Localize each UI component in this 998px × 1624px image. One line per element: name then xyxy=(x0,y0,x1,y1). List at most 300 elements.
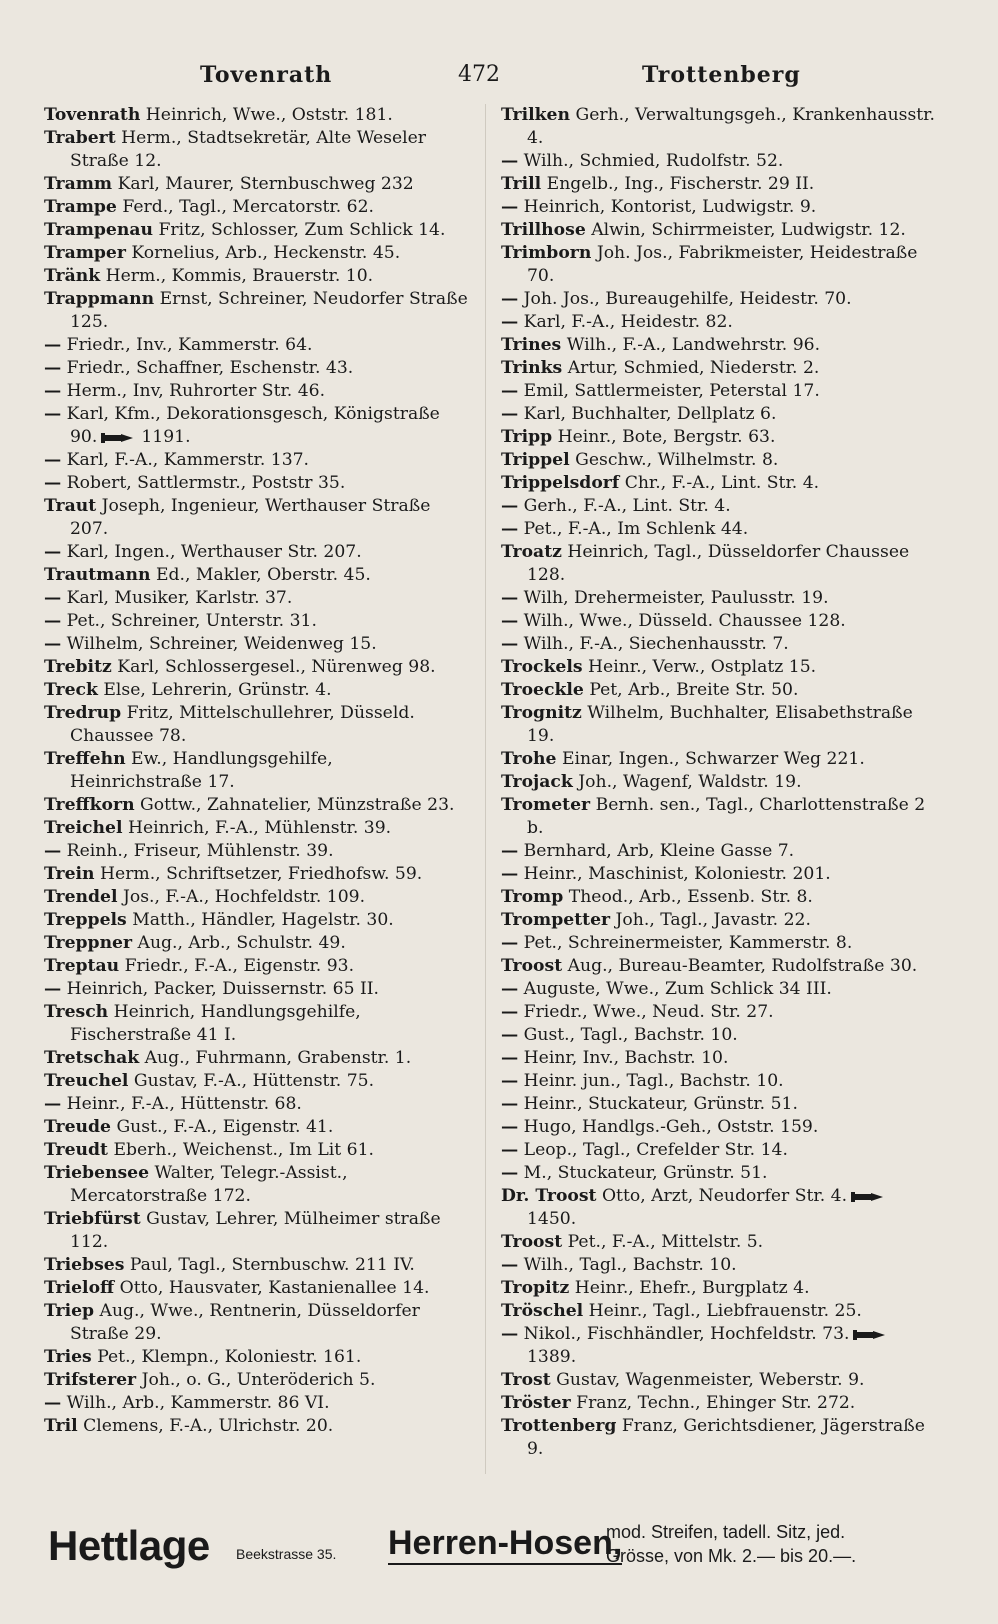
directory-entry xyxy=(501,587,937,610)
directory-entry xyxy=(44,978,470,1001)
entry-name: — xyxy=(44,1393,62,1413)
directory-entry xyxy=(501,449,937,472)
directory-entry xyxy=(44,1001,470,1047)
entry-details: Otto, Arzt, Neudorfer Str. 4. xyxy=(601,1186,848,1206)
directory-entry xyxy=(501,1277,937,1300)
entry-name: Trieloff xyxy=(44,1278,115,1298)
entry-name: Dr. Troost xyxy=(501,1186,597,1206)
entry-details: Heinrich, Kontorist, Ludwigstr. 9. xyxy=(523,197,817,217)
directory-entry xyxy=(44,1116,470,1139)
directory-entry xyxy=(501,679,937,702)
entry-name: — xyxy=(501,289,519,309)
advertisement xyxy=(40,1522,960,1584)
entry-details: Paul, Tagl., Sternbuschw. 211 IV. xyxy=(129,1255,415,1275)
entry-name: Tries xyxy=(44,1347,92,1367)
directory-entry xyxy=(501,748,937,771)
directory-entry xyxy=(44,1346,470,1369)
entry-name: — xyxy=(501,381,519,401)
directory-entry xyxy=(44,955,470,978)
directory-entry xyxy=(44,909,470,932)
entry-details: Heinr., Maschinist, Koloniestr. 201. xyxy=(523,864,831,884)
entry-details: Karl, Kfm., Dekorationsgesch, Königstraße 90. xyxy=(66,404,440,447)
directory-entry xyxy=(44,886,470,909)
entry-name: Treudt xyxy=(44,1140,108,1160)
entry-details: Aug., Fuhrmann, Grabenstr. 1. xyxy=(144,1048,412,1068)
entry-details: Karl, F.-A., Heidestr. 82. xyxy=(523,312,733,332)
entry-name: — xyxy=(44,404,62,424)
entry-name: Treffkorn xyxy=(44,795,135,815)
entry-name: Trampe xyxy=(44,197,117,217)
entry-details: Herm., Inv, Ruhrorter Str. 46. xyxy=(66,381,326,401)
entry-details: Fritz, Schlosser, Zum Schlick 14. xyxy=(158,220,446,240)
entry-details: Else, Lehrerin, Grünstr. 4. xyxy=(103,680,332,700)
entry-name: — xyxy=(501,312,519,332)
entry-details: Auguste, Wwe., Zum Schlick 34 III. xyxy=(523,979,832,999)
entry-name: — xyxy=(501,588,519,608)
right-column xyxy=(501,104,937,1461)
entry-details: Wilh., Wwe., Düsseld. Chaussee 128. xyxy=(523,611,846,631)
entry-details: Matth., Händler, Hagelstr. 30. xyxy=(132,910,394,930)
entry-name: Trognitz xyxy=(501,703,582,723)
entry-details: Pet., Klempn., Koloniestr. 161. xyxy=(97,1347,362,1367)
directory-entry xyxy=(44,840,470,863)
phone-number: 1191. xyxy=(141,427,191,447)
entry-details: Ferd., Tagl., Mercatorstr. 62. xyxy=(122,197,375,217)
entry-name: — xyxy=(501,1025,519,1045)
directory-entry xyxy=(501,794,937,840)
directory-entry xyxy=(44,863,470,886)
directory-entry xyxy=(501,863,937,886)
entry-details: Heinrich, Wwe., Oststr. 181. xyxy=(145,105,393,125)
directory-entry xyxy=(44,1070,470,1093)
entry-name: Trippel xyxy=(501,450,570,470)
directory-entry xyxy=(44,748,470,794)
directory-entry xyxy=(44,541,470,564)
entry-name: — xyxy=(44,450,62,470)
entry-details: Friedr., Wwe., Neud. Str. 27. xyxy=(523,1002,774,1022)
entry-name: Trippelsdorf xyxy=(501,473,620,493)
entry-details: Clemens, F.-A., Ulrichstr. 20. xyxy=(83,1416,334,1436)
entry-name: — xyxy=(44,542,62,562)
directory-entry xyxy=(44,1093,470,1116)
entry-name: Troost xyxy=(501,1232,563,1252)
entry-name: Tripp xyxy=(501,427,553,447)
directory-entry xyxy=(44,357,470,380)
directory-entry xyxy=(501,541,937,587)
directory-entry xyxy=(44,610,470,633)
entry-details: Ernst, Schreiner, Neudorfer Straße 125. xyxy=(70,289,468,332)
entry-details: Joh., o. G., Unteröderich 5. xyxy=(141,1370,376,1390)
telephone-icon xyxy=(851,1191,885,1203)
entry-details: Karl, Schlossergesel., Nürenweg 98. xyxy=(117,657,436,677)
directory-entry xyxy=(501,955,937,978)
directory-entry xyxy=(501,104,937,150)
entry-details: Emil, Sattlermeister, Peterstal 17. xyxy=(523,381,820,401)
entry-details: Geschw., Wilhelmstr. 8. xyxy=(575,450,779,470)
entry-details: Wilh, Drehermeister, Paulusstr. 19. xyxy=(523,588,829,608)
entry-details: Reinh., Friseur, Mühlenstr. 39. xyxy=(66,841,334,861)
directory-entry xyxy=(44,196,470,219)
entry-name: Trill xyxy=(501,174,542,194)
entry-details: Ed., Makler, Oberstr. 45. xyxy=(155,565,371,585)
entry-name: Tränk xyxy=(44,266,101,286)
directory-entry xyxy=(501,1001,937,1024)
ad-line-2: Grösse, von Mk. 2.— bis 20.—. xyxy=(606,1546,857,1566)
entry-details: Pet., Schreiner, Unterstr. 31. xyxy=(66,611,317,631)
entry-name: — xyxy=(501,1255,519,1275)
entry-name: — xyxy=(44,335,62,355)
entry-details: Joh. Jos., Fabrikmeister, Heidestraße 70. xyxy=(527,243,918,286)
entry-name: Treptau xyxy=(44,956,120,976)
directory-entry xyxy=(501,311,937,334)
entry-details: Gerh., F.-A., Lint. Str. 4. xyxy=(523,496,731,516)
entry-name: Tropitz xyxy=(501,1278,570,1298)
entry-details: Chr., F.-A., Lint. Str. 4. xyxy=(624,473,820,493)
directory-entry xyxy=(501,1323,937,1369)
entry-name: Troost xyxy=(501,956,563,976)
directory-entry xyxy=(44,265,470,288)
entry-details: Heinr., Stuckateur, Grünstr. 51. xyxy=(523,1094,798,1114)
entry-details: Theod., Arb., Essenb. Str. 8. xyxy=(568,887,813,907)
phone-number: 1450. xyxy=(527,1209,577,1229)
entry-details: Joh., Tagl., Javastr. 22. xyxy=(615,910,811,930)
entry-name: Trojack xyxy=(501,772,573,792)
entry-details: Aug., Bureau-Beamter, Rudolfstraße 30. xyxy=(567,956,918,976)
entry-details: Pet., Schreinermeister, Kammerstr. 8. xyxy=(523,933,853,953)
entry-details: Jos., F.-A., Hochfeldstr. 109. xyxy=(122,887,366,907)
directory-entry xyxy=(44,219,470,242)
entry-details: Franz, Gerichtsdiener, Jägerstraße 9. xyxy=(527,1416,925,1459)
directory-entry xyxy=(44,1415,470,1438)
entry-name: Triebensee xyxy=(44,1163,150,1183)
entry-details: Friedr., Schaffner, Eschenstr. 43. xyxy=(66,358,354,378)
left-column xyxy=(44,104,470,1438)
directory-entry xyxy=(501,288,937,311)
entry-details: Heinr., Verw., Ostplatz 15. xyxy=(588,657,817,677)
directory-entry xyxy=(501,909,937,932)
entry-name: Treuchel xyxy=(44,1071,129,1091)
directory-entry xyxy=(44,334,470,357)
entry-details: Heinr., Tagl., Liebfrauenstr. 25. xyxy=(588,1301,862,1321)
directory-entry xyxy=(44,679,470,702)
directory-entry xyxy=(44,1300,470,1346)
column-divider xyxy=(485,104,486,1474)
directory-entry xyxy=(44,633,470,656)
entry-name: Tromp xyxy=(501,887,564,907)
entry-name: Tramm xyxy=(44,174,113,194)
entry-name: Trein xyxy=(44,864,95,884)
directory-entry xyxy=(501,472,937,495)
directory-entry xyxy=(44,1369,470,1392)
entry-name: Trillhose xyxy=(501,220,586,240)
entry-name: — xyxy=(44,381,62,401)
entry-details: Nikol., Fischhändler, Hochfeldstr. 73. xyxy=(523,1324,850,1344)
entry-name: Trockels xyxy=(501,657,583,677)
entry-details: Bernhard, Arb, Kleine Gasse 7. xyxy=(523,841,795,861)
entry-name: Trimborn xyxy=(501,243,592,263)
directory-entry xyxy=(44,127,470,173)
entry-details: Gerh., Verwaltungsgeh., Krankenhausstr. 4. xyxy=(527,105,935,148)
entry-name: — xyxy=(501,634,519,654)
directory-entry xyxy=(44,1392,470,1415)
header-right-word: Trottenberg xyxy=(642,62,801,88)
entry-name: — xyxy=(44,634,62,654)
entry-name: — xyxy=(501,1048,519,1068)
directory-entry xyxy=(501,518,937,541)
entry-name: — xyxy=(44,841,62,861)
directory-entry xyxy=(44,587,470,610)
directory-entry xyxy=(44,1162,470,1208)
entry-details: Walter, Telegr.-Assist., Mercatorstraße 172. xyxy=(70,1163,348,1206)
entry-details: Pet, Arb., Breite Str. 50. xyxy=(589,680,799,700)
entry-details: Heinrich, Tagl., Düsseldorfer Chaussee 128. xyxy=(527,542,910,585)
entry-name: Trampenau xyxy=(44,220,153,240)
directory-entry xyxy=(44,449,470,472)
entry-name: — xyxy=(501,1324,519,1344)
entry-name: Trottenberg xyxy=(501,1416,617,1436)
entry-name: Trappmann xyxy=(44,289,155,309)
directory-entry xyxy=(44,932,470,955)
entry-details: Wilh., Schmied, Rudolfstr. 52. xyxy=(523,151,784,171)
entry-details: Ew., Handlungsgehilfe, Heinrichstraße 17. xyxy=(70,749,333,792)
entry-name: Treppner xyxy=(44,933,133,953)
page-header xyxy=(40,58,958,94)
entry-details: Heinrich, F.-A., Mühlenstr. 39. xyxy=(127,818,392,838)
entry-details: Hugo, Handlgs.-Geh., Oststr. 159. xyxy=(523,1117,819,1137)
entry-details: Gustav, Wagenmeister, Weberstr. 9. xyxy=(556,1370,865,1390)
directory-entry xyxy=(501,357,937,380)
entry-name: Trost xyxy=(501,1370,551,1390)
entry-name: — xyxy=(44,588,62,608)
entry-details: Gottw., Zahnatelier, Münzstraße 23. xyxy=(140,795,455,815)
ad-line-1: mod. Streifen, tadell. Sitz, jed. xyxy=(606,1522,846,1542)
directory-entry xyxy=(501,702,937,748)
directory-entry xyxy=(501,334,937,357)
entry-name: Tretschak xyxy=(44,1048,140,1068)
entry-name: — xyxy=(501,611,519,631)
entry-name: — xyxy=(501,933,519,953)
entry-name: Treffehn xyxy=(44,749,126,769)
entry-details: Franz, Techn., Ehinger Str. 272. xyxy=(576,1393,856,1413)
telephone-icon xyxy=(101,432,135,444)
entry-name: — xyxy=(44,473,62,493)
entry-details: Gust., Tagl., Bachstr. 10. xyxy=(523,1025,738,1045)
entry-name: Trabert xyxy=(44,128,116,148)
entry-name: — xyxy=(501,1117,519,1137)
entry-details: Joh. Jos., Bureaugehilfe, Heidestr. 70. xyxy=(523,289,852,309)
entry-details: Wilh., F.-A., Siechenhausstr. 7. xyxy=(523,634,789,654)
entry-details: Herm., Stadtsekretär, Alte Weseler Straße 12. xyxy=(70,128,427,171)
entry-details: Heinr. jun., Tagl., Bachstr. 10. xyxy=(523,1071,784,1091)
directory-entry xyxy=(44,794,470,817)
entry-name: — xyxy=(501,841,519,861)
entry-name: Treichel xyxy=(44,818,123,838)
entry-details: Wilh., F.-A., Landwehrstr. 96. xyxy=(566,335,821,355)
entry-name: Tril xyxy=(44,1416,78,1436)
entry-name: Tröschel xyxy=(501,1301,584,1321)
entry-name: Troatz xyxy=(501,542,562,562)
directory-entry xyxy=(501,1300,937,1323)
entry-name: Trometer xyxy=(501,795,591,815)
entry-name: Trinks xyxy=(501,358,563,378)
entry-details: Heinr., F.-A., Hüttenstr. 68. xyxy=(66,1094,302,1114)
entry-name: — xyxy=(501,404,519,424)
directory-entry xyxy=(501,150,937,173)
entry-name: Tröster xyxy=(501,1393,571,1413)
directory-entry xyxy=(44,1208,470,1254)
entry-name: Triebfürst xyxy=(44,1209,141,1229)
directory-entry xyxy=(501,771,937,794)
directory-entry xyxy=(501,656,937,679)
entry-details: M., Stuckateur, Grünstr. 51. xyxy=(523,1163,768,1183)
entry-details: Karl, Maurer, Sternbuschweg 232 xyxy=(117,174,414,194)
entry-details: Joh., Wagenf, Waldstr. 19. xyxy=(578,772,802,792)
entry-name: — xyxy=(501,519,519,539)
entry-name: Tramper xyxy=(44,243,126,263)
directory-entry xyxy=(44,403,470,449)
directory-entry xyxy=(44,817,470,840)
entry-name: — xyxy=(501,1002,519,1022)
entry-details: Bernh. sen., Tagl., Charlottenstraße 2 b. xyxy=(527,795,926,838)
entry-details: Pet., F.-A., Im Schlenk 44. xyxy=(523,519,749,539)
entry-details: Wilh., Tagl., Bachstr. 10. xyxy=(523,1255,737,1275)
page-number: 472 xyxy=(458,62,500,87)
entry-name: — xyxy=(44,1094,62,1114)
entry-name: Tovenrath xyxy=(44,105,141,125)
entry-details: Joseph, Ingenieur, Werthauser Straße 207. xyxy=(70,496,431,539)
directory-entry xyxy=(501,173,937,196)
entry-name: — xyxy=(501,151,519,171)
directory-entry xyxy=(501,1415,937,1461)
entry-name: — xyxy=(501,197,519,217)
directory-entry xyxy=(501,1392,937,1415)
entry-name: Traut xyxy=(44,496,97,516)
directory-entry xyxy=(501,1093,937,1116)
entry-name: — xyxy=(501,979,519,999)
directory-entry xyxy=(501,610,937,633)
entry-details: Fritz, Mittelschullehrer, Düsseld. Chaussee 78. xyxy=(70,703,415,746)
entry-details: Gust., F.-A., Eigenstr. 41. xyxy=(116,1117,334,1137)
directory-entry xyxy=(44,1139,470,1162)
directory-entry xyxy=(501,1047,937,1070)
directory-entry xyxy=(501,932,937,955)
directory-entry xyxy=(501,978,937,1001)
entry-name: — xyxy=(501,864,519,884)
entry-details: Robert, Sattlermstr., Poststr 35. xyxy=(66,473,346,493)
ad-brand: Hettlage xyxy=(48,1522,210,1569)
directory-entry xyxy=(501,1139,937,1162)
directory-entry xyxy=(501,403,937,426)
entry-name: Troeckle xyxy=(501,680,584,700)
phone-number: 1389. xyxy=(527,1347,577,1367)
entry-name: — xyxy=(501,1071,519,1091)
entry-details: Aug., Arb., Schulstr. 49. xyxy=(137,933,346,953)
directory-entry xyxy=(501,1162,937,1185)
directory-entry xyxy=(501,1070,937,1093)
entry-name: Trohe xyxy=(501,749,557,769)
directory-entry xyxy=(501,196,937,219)
directory-entry xyxy=(44,702,470,748)
entry-details: Otto, Hausvater, Kastanienallee 14. xyxy=(119,1278,430,1298)
directory-entry xyxy=(44,104,470,127)
entry-name: — xyxy=(44,979,62,999)
directory-entry xyxy=(44,242,470,265)
entry-name: — xyxy=(501,1094,519,1114)
entry-details: Heinr, Inv., Bachstr. 10. xyxy=(523,1048,729,1068)
directory-entry xyxy=(44,564,470,587)
directory-entry xyxy=(501,886,937,909)
entry-details: Wilh., Arb., Kammerstr. 86 VI. xyxy=(66,1393,330,1413)
directory-entry xyxy=(501,380,937,403)
directory-entry xyxy=(501,1369,937,1392)
entry-name: Treppels xyxy=(44,910,127,930)
telephone-icon xyxy=(853,1329,887,1341)
entry-details: Artur, Schmied, Niederstr. 2. xyxy=(567,358,820,378)
directory-entry xyxy=(501,426,937,449)
directory-entry xyxy=(501,1254,937,1277)
entry-name: — xyxy=(44,358,62,378)
entry-details: Heinrich, Packer, Duissernstr. 65 II. xyxy=(66,979,380,999)
entry-name: Trilken xyxy=(501,105,570,125)
entry-details: Leop., Tagl., Crefelder Str. 14. xyxy=(523,1140,788,1160)
directory-entry xyxy=(501,1024,937,1047)
directory-entry xyxy=(44,380,470,403)
directory-entry xyxy=(501,1231,937,1254)
directory-entry xyxy=(501,1185,937,1231)
entry-name: Trautmann xyxy=(44,565,151,585)
entry-name: Triebses xyxy=(44,1255,125,1275)
directory-entry xyxy=(501,1116,937,1139)
directory-entry xyxy=(501,633,937,656)
entry-name: — xyxy=(501,1163,519,1183)
ad-product: Herren-Hosen, xyxy=(388,1524,622,1565)
entry-name: Triep xyxy=(44,1301,95,1321)
entry-details: Friedr., F.-A., Eigenstr. 93. xyxy=(124,956,355,976)
entry-details: Einar, Ingen., Schwarzer Weg 221. xyxy=(561,749,865,769)
entry-name: Trendel xyxy=(44,887,118,907)
entry-name: Treck xyxy=(44,680,98,700)
directory-entry xyxy=(44,1254,470,1277)
entry-name: Trines xyxy=(501,335,562,355)
directory-entry xyxy=(501,495,937,518)
entry-details: Heinr., Ehefr., Burgplatz 4. xyxy=(574,1278,810,1298)
entry-details: Karl, Ingen., Werthauser Str. 207. xyxy=(66,542,362,562)
directory-entry xyxy=(44,1277,470,1300)
directory-entry xyxy=(44,1047,470,1070)
directory-entry xyxy=(501,219,937,242)
entry-details: Alwin, Schirrmeister, Ludwigstr. 12. xyxy=(591,220,906,240)
entry-details: Friedr., Inv., Kammerstr. 64. xyxy=(66,335,313,355)
entry-name: Trebitz xyxy=(44,657,112,677)
directory-entry xyxy=(501,242,937,288)
directory-entry xyxy=(44,472,470,495)
entry-details: Karl, Buchhalter, Dellplatz 6. xyxy=(523,404,777,424)
directory-entry xyxy=(44,288,470,334)
entry-name: — xyxy=(501,1140,519,1160)
entry-details: Kornelius, Arb., Heckenstr. 45. xyxy=(131,243,401,263)
entry-details: Herm., Schriftsetzer, Friedhofsw. 59. xyxy=(100,864,423,884)
entry-name: Trifsterer xyxy=(44,1370,137,1390)
ad-address: Beekstrasse 35. xyxy=(236,1546,337,1562)
entry-name: Tresch xyxy=(44,1002,109,1022)
entry-details: Karl, Musiker, Karlstr. 37. xyxy=(66,588,293,608)
entry-details: Pet., F.-A., Mittelstr. 5. xyxy=(567,1232,764,1252)
entry-name: Tredrup xyxy=(44,703,122,723)
entry-details: Engelb., Ing., Fischerstr. 29 II. xyxy=(546,174,815,194)
entry-details: Heinrich, Handlungsgehilfe, Fischerstraße 41 I. xyxy=(70,1002,361,1045)
entry-details: Heinr., Bote, Bergstr. 63. xyxy=(557,427,776,447)
header-left-word: Tovenrath xyxy=(200,62,333,88)
